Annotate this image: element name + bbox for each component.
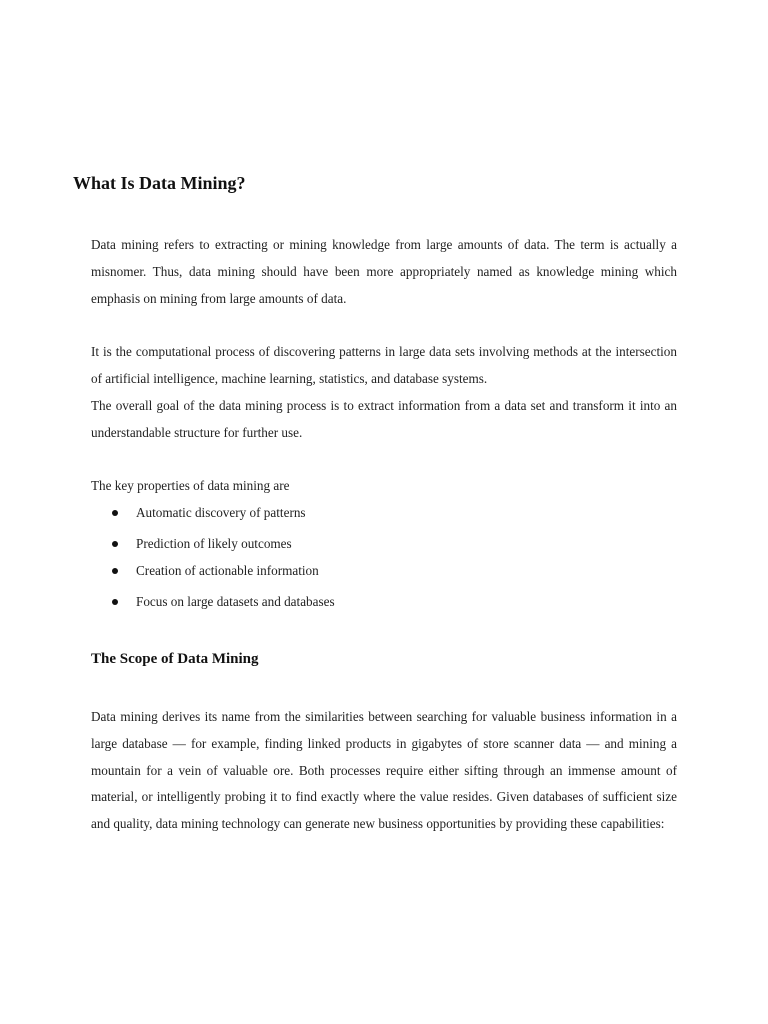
- paragraph-key-properties-intro: The key properties of data mining are: [91, 478, 290, 493]
- list-item-text: Automatic discovery of patterns: [136, 505, 306, 520]
- list-item-text: Prediction of likely outcomes: [136, 536, 292, 551]
- document-title: What Is Data Mining?: [73, 173, 246, 193]
- key-properties-list: [91, 504, 677, 611]
- list-item: [91, 562, 677, 580]
- list-item: [91, 535, 677, 553]
- paragraph-goal: The overall goal of the data mining process is to extract information from a data set and transform it into an understandable structure for further use.: [91, 398, 677, 440]
- bullet-icon: [112, 541, 118, 547]
- bullet-icon: [112, 599, 118, 605]
- paragraph-definition: Data mining refers to extracting or mining knowledge from large amounts of data. The term is actually a misnomer. Thus, data mining should have been more appropriately named as knowledge mining which emphasis on mining from large amounts of data.: [91, 237, 677, 306]
- list-item-text: Focus on large datasets and databases: [136, 594, 335, 609]
- bullet-icon: [112, 510, 118, 516]
- paragraph-scope: Data mining derives its name from the similarities between searching for valuable business information in a large database — for example, finding linked products in gigabytes of store scanner data — and mining a mountain for a vein of valuable ore. Both processes require either sifting through an immense amount of material, or intelligently probing it to find exactly where the value resides. Given databases of sufficient size and quality, data mining technology can generate new business opportunities by providing these capabilities:: [91, 709, 677, 832]
- paragraph-process: It is the computational process of discovering patterns in large data sets involving methods at the intersection of artificial intelligence, machine learning, statistics, and database systems.: [91, 344, 677, 386]
- list-item: [91, 504, 677, 522]
- bullet-icon: [112, 568, 118, 574]
- list-item-text: Creation of actionable information: [136, 563, 319, 578]
- list-item: [91, 593, 677, 611]
- section-heading-scope: The Scope of Data Mining: [91, 651, 259, 667]
